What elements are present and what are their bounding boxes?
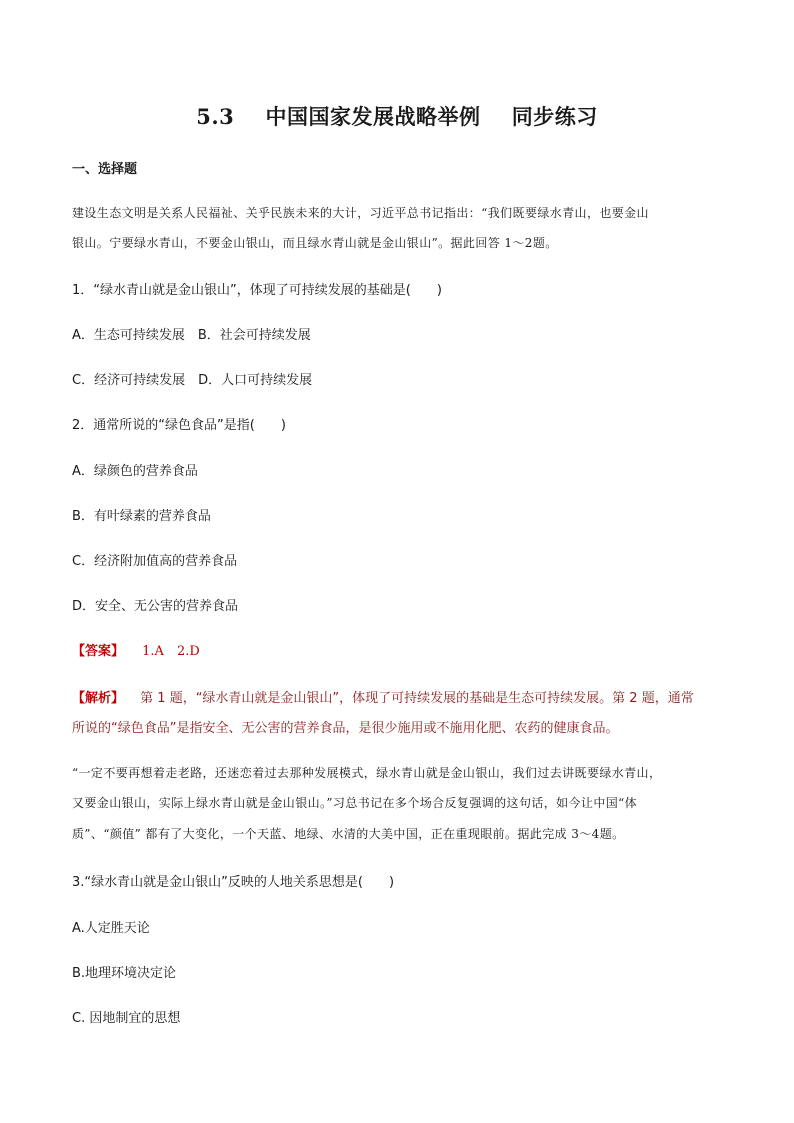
question-2-option-a: A．绿颜色的营养食品 bbox=[72, 464, 198, 479]
passage-1-line-2: 银山。宁要绿水青山，不要金山银山，而且绿水青山就是金山银山”。据此回答 1～2题。 bbox=[72, 236, 558, 250]
explanation-line-2: 所说的“绿色食品”是指安全、无公害的营养食品，是很少施用或不施用化肥、农药的健康食品。 bbox=[72, 721, 619, 736]
question-3-option-c: C. 因地制宜的思想 bbox=[72, 1011, 181, 1026]
answer-text: 1.A 2.D bbox=[142, 644, 200, 659]
explanation-tag: 【解析】 bbox=[72, 691, 125, 706]
question-1-options-ab: A．生态可持续发展 B．社会可持续发展 bbox=[72, 328, 311, 343]
question-2-option-b: B．有叶绿素的营养食品 bbox=[72, 509, 211, 524]
question-3-option-b: B.地理环境决定论 bbox=[72, 966, 177, 981]
question-2-stem: 2．通常所说的“绿色食品”是指( ) bbox=[72, 418, 286, 433]
passage-1-line-1: 建设生态文明是关系人民福祉、关乎民族未来的大计，习近平总书记指出：“我们既要绿水青山，也要金山 bbox=[72, 206, 649, 220]
question-2-option-c: C．经济附加值高的营养食品 bbox=[72, 554, 238, 569]
passage-2-line-3: 质”、“颜值” 都有了大变化，一个天蓝、地绿、水清的大美中国，正在重现眼前。据此完成 3～4题。 bbox=[72, 827, 625, 841]
question-3-option-a: A.人定胜天论 bbox=[72, 921, 150, 936]
passage-2-line-1: “一定不要再想着走老路，还迷恋着过去那种发展模式，绿水青山就是金山银山，我们过去讲既要绿水青山， bbox=[72, 766, 662, 780]
answer-line bbox=[72, 640, 200, 659]
answer-tag: 【答案】 bbox=[72, 644, 125, 659]
page-title: 5.3 中国国家发展战略举例 同步练习 bbox=[196, 104, 598, 129]
passage-2-line-2: 又要金山银山，实际上绿水青山就是金山银山。”习总书记在多个场合反复强调的这句话，如今让中国“体 bbox=[72, 796, 638, 810]
question-1-options-cd: C．经济可持续发展 D．人口可持续发展 bbox=[72, 373, 313, 388]
question-1-stem: 1．“绿水青山就是金山银山”，体现了可持续发展的基础是( ) bbox=[72, 283, 442, 298]
explanation-line-1 bbox=[72, 687, 694, 706]
question-3-stem: 3.“绿水青山就是金山银山”反映的人地关系思想是( ) bbox=[72, 875, 395, 890]
question-2-option-d: D．安全、无公害的营养食品 bbox=[72, 599, 239, 614]
section-heading: 一、选择题 bbox=[72, 162, 138, 177]
explanation-text-1: 第 1 题，“绿水青山就是金山银山”，体现了可持续发展的基础是生态可持续发展。第 2 题，通常 bbox=[140, 691, 694, 706]
